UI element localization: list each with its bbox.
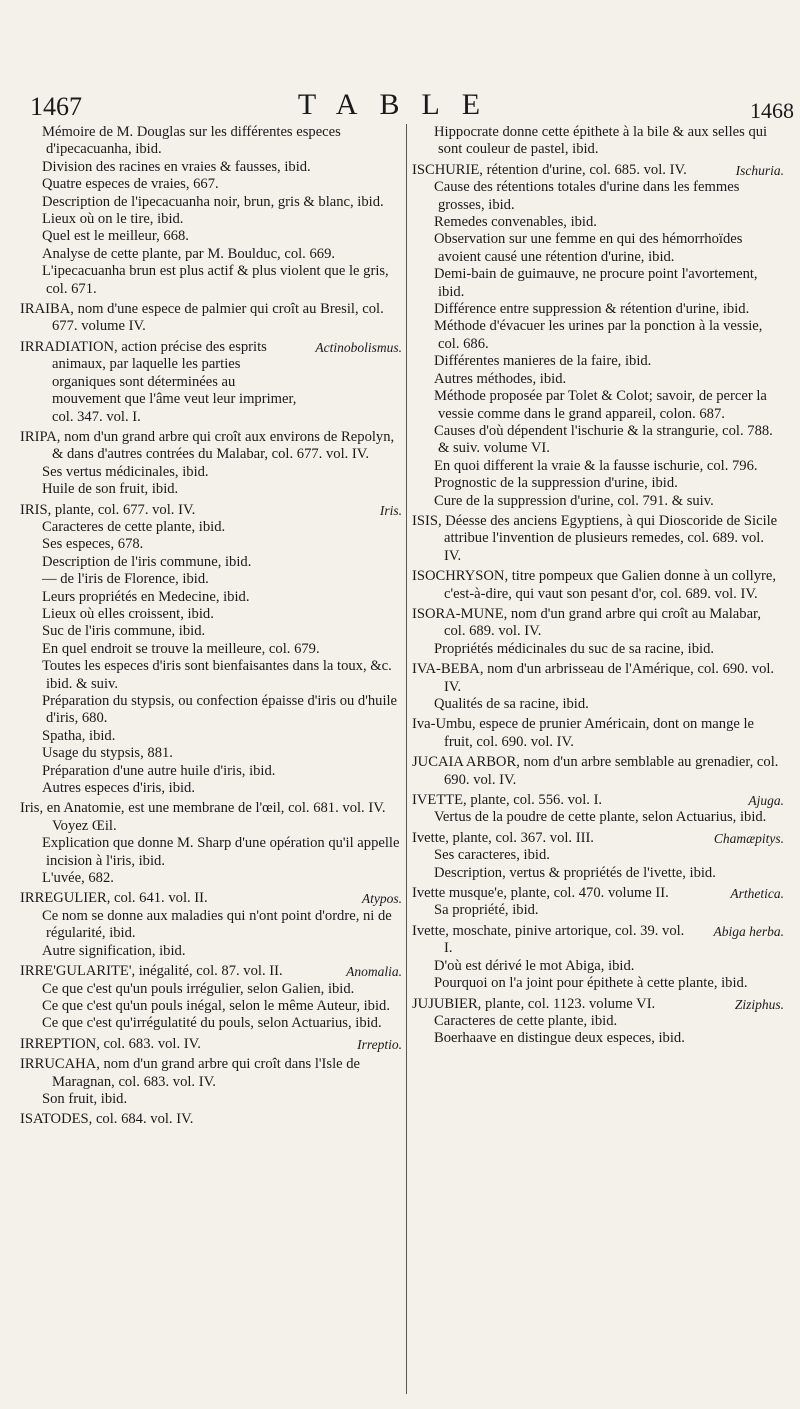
entry-subline: Autres especes d'iris, ibid.	[42, 780, 195, 797]
entry-subline: Cure de la suppression d'urine, col. 791. & suiv.	[434, 492, 714, 509]
entry-headword: IVETTE, plante, col. 556. vol. I.	[412, 792, 603, 809]
index-entry	[412, 568, 784, 603]
index-entry	[20, 963, 402, 1033]
index-entry	[412, 162, 784, 510]
margin-latin-name: Ajuga.	[748, 793, 784, 809]
entry-subline: Usage du stypsis, 881.	[42, 745, 173, 762]
index-entry	[20, 429, 402, 499]
entry-headword: ISCHURIE, rétention d'urine, col. 685. vol. IV.	[412, 161, 687, 178]
page-title: TABLE	[297, 88, 503, 121]
margin-latin-name: Irreptio.	[357, 1036, 402, 1052]
entry-headword: JUJUBIER, plante, col. 1123. volume VI.	[412, 995, 656, 1012]
entry-subline: Ses caracteres, ibid.	[434, 847, 550, 864]
entry-headword: IRIS, plante, col. 677. vol. IV.	[20, 501, 196, 518]
entry-headword: IVA-BEBA, nom d'un arbrisseau de l'Amérique, col. 690. vol. IV.	[412, 661, 775, 695]
entry-subline: L'ipecacuanha brun est plus actif & plus violent que le gris, col. 671.	[42, 263, 389, 297]
entry-subline: Spatha, ibid.	[42, 727, 116, 744]
entry-subline: Leurs propriétés en Medecine, ibid.	[42, 588, 250, 605]
entry-subline: Quatre especes de vraies, 667.	[42, 176, 219, 193]
entry-subline: Méthode proposée par Tolet & Colot; savoir, de percer la vessie comme dans le grand appareil, colon. 687.	[434, 388, 767, 422]
entry-subline: Lieux où elles croissent, ibid.	[42, 605, 214, 622]
margin-latin-name: Ischuria.	[735, 162, 784, 178]
entry-subline: Description de l'iris commune, ibid.	[42, 553, 252, 570]
entry-headword: IRAIBA, nom d'une espece de palmier qui croît au Bresil, col. 677. volume IV.	[20, 301, 384, 335]
entry-subline: Observation sur une femme en qui des hémorrhoïdes avoient causé une rétention d'urine, ibid.	[434, 231, 743, 265]
entry-headword: Iva-Umbu, espece de prunier Américain, dont on mange le fruit, col. 690. vol. IV.	[412, 716, 755, 750]
entry-subline: Cause des rétentions totales d'urine dans les femmes grosses, ibid.	[434, 179, 740, 213]
entry-subline: Demi-bain de guimauve, ne procure point l'avortement, ibid.	[434, 266, 758, 300]
entry-subline: Préparation du stypsis, ou confection épaisse d'iris ou d'huile d'iris, 680.	[42, 693, 398, 727]
entry-subline: Ce que c'est qu'irrégulatité du pouls, selon Actuarius, ibid.	[42, 1015, 382, 1032]
entry-headword: IRIPA, nom d'un grand arbre qui croît aux environs de Repolyn, & dans d'autres contrées du Malabar, col. 677. vol. IV.	[20, 428, 395, 463]
entry-subline: Préparation d'une autre huile d'iris, ibid.	[42, 762, 276, 779]
entry-headword: ISIS, Déesse des anciens Egyptiens, à qui Dioscoride de Sicile attribue l'invention de plusieurs remedes, col. 689. vol. IV.	[412, 512, 778, 564]
entry-headword: ISORA-MUNE, nom d'un grand arbre qui croît au Malabar, col. 689. vol. IV.	[412, 605, 761, 640]
entry-subline: Vertus de la poudre de cette plante, selon Actuarius, ibid.	[434, 809, 767, 826]
index-entry	[20, 1056, 402, 1108]
entry-subline: Caracteres de cette plante, ibid.	[434, 1012, 618, 1029]
entry-subline: Description, vertus & propriétés de l'ivette, ibid.	[434, 864, 716, 881]
entry-subline: Description de l'ipecacuanha noir, brun, gris & blanc, ibid.	[42, 193, 384, 210]
entry-subline: Ses vertus médicinales, ibid.	[42, 463, 209, 480]
margin-latin-name: Chamæpitys.	[713, 830, 784, 846]
margin-latin-name: Arthetica.	[730, 886, 784, 902]
entry-subline: Division des racines en vraies & fausses, ibid.	[42, 158, 311, 175]
index-entry	[412, 716, 784, 751]
entry-subline: Suc de l'iris commune, ibid.	[42, 623, 206, 640]
index-entry	[20, 301, 402, 336]
entry-subline: Sa propriété, ibid.	[434, 902, 539, 919]
margin-latin-name: Anomalia.	[346, 964, 402, 980]
entry-subline: Analyse de cette plante, par M. Boulduc, col. 669.	[42, 245, 336, 262]
entry-subline: Ce nom se donne aux maladies qui n'ont point d'ordre, ni de régularité, ibid.	[42, 907, 392, 942]
entry-headword: ISOCHRYSON, titre pompeux que Galien donne à un collyre, c'est-à-dire, qui vaut son pesant d'or, col. 689. vol. IV.	[412, 568, 776, 602]
entry-headword: Ivette, moschate, pinive artorique, col. 39. vol. I.	[412, 922, 685, 957]
entry-headword: IRREPTION, col. 683. vol. IV.	[20, 1035, 201, 1052]
entry-headword: JUCAIA ARBOR, nom d'un arbre semblable au grenadier, col. 690. vol. IV.	[412, 754, 779, 788]
index-entry	[412, 996, 784, 1048]
page-number-left: 1467	[30, 92, 82, 121]
entry-headword: Ivette, plante, col. 367. vol. III.	[412, 829, 594, 846]
margin-latin-name: Iris.	[379, 502, 402, 518]
entry-subline: Différence entre suppression & rétention d'urine, ibid.	[434, 301, 750, 318]
right-column	[412, 124, 784, 1051]
margin-latin-name: Ziziphus.	[734, 996, 784, 1012]
index-entry	[20, 124, 402, 298]
index-entry	[20, 502, 402, 798]
index-entry	[20, 890, 402, 960]
entry-subline: Ce que c'est qu'un pouls inégal, selon le même Auteur, ibid.	[42, 997, 390, 1014]
index-entry	[412, 606, 784, 658]
margin-latin-name: Atypos.	[361, 891, 402, 907]
index-entry	[412, 792, 784, 827]
entry-subline: Hippocrate donne cette épithete à la bile & aux selles qui sont couleur de pastel, ibid.	[434, 124, 768, 158]
entry-subline: En quel endroit se trouve la meilleure, col. 679.	[42, 640, 320, 657]
index-entry	[20, 1036, 402, 1053]
index-entry	[20, 339, 402, 426]
page-number-right: 1468	[750, 98, 794, 123]
entry-subline: Causes d'où dépendent l'ischurie & la strangurie, col. 788. & suiv. volume VI.	[434, 422, 773, 457]
entry-subline: Prognostic de la suppression d'urine, ibid.	[434, 475, 678, 492]
index-entry	[20, 800, 402, 887]
entry-subline: Qualités de sa racine, ibid.	[434, 696, 589, 712]
entry-headword: IRRADIATION, action précise des esprits animaux, par laquelle les parties organiques sont déterminées au mouvement que l'âme veut leur imprimer, col. 347. vol. I.	[20, 338, 297, 425]
entry-subline: Lieux où on le tire, ibid.	[42, 211, 184, 228]
entry-subline: Propriétés médicinales du suc de sa racine, ibid.	[434, 640, 715, 657]
index-entry	[412, 124, 784, 159]
entry-headword: IRRUCAHA, nom d'un grand arbre qui croît dans l'Isle de Maragnan, col. 683. vol. IV.	[20, 1056, 361, 1090]
index-entry	[412, 661, 784, 713]
left-column	[20, 124, 402, 1132]
index-entry	[412, 830, 784, 882]
entry-subline: Remedes convenables, ibid.	[434, 214, 597, 231]
entry-subline: Autres méthodes, ibid.	[434, 370, 567, 387]
entry-subline: Ce que c'est qu'un pouls irrégulier, selon Galien, ibid.	[42, 980, 355, 997]
index-entry	[20, 1111, 402, 1128]
entry-subline: Son fruit, ibid.	[42, 1090, 128, 1107]
index-entry	[412, 754, 784, 789]
column-divider	[406, 124, 407, 1394]
entry-subline: — de l'iris de Florence, ibid.	[42, 571, 209, 588]
entry-subline: Ses especes, 678.	[42, 536, 144, 553]
entry-subline: L'uvée, 682.	[42, 870, 114, 887]
entry-subline: Huile de son fruit, ibid.	[42, 481, 179, 498]
index-entry	[412, 923, 784, 993]
entry-subline: Caracteres de cette plante, ibid.	[42, 518, 226, 535]
entry-headword: IRRE'GULARITE', inégalité, col. 87. vol. II.	[20, 963, 283, 980]
entry-subline: Autre signification, ibid.	[42, 942, 186, 959]
entry-headword: Iris, en Anatomie, est une membrane de l'œil, col. 681. vol. IV. Voyez Œil.	[20, 800, 386, 834]
index-entry	[412, 885, 784, 920]
entry-subline: Quel est le meilleur, 668.	[42, 228, 189, 245]
index-entry	[412, 513, 784, 565]
entry-subline: Différentes manieres de la faire, ibid.	[434, 353, 652, 370]
entry-subline: Boerhaave en distingue deux especes, ibid.	[434, 1030, 685, 1047]
entry-headword: ISATODES, col. 684. vol. IV.	[20, 1111, 194, 1128]
entry-headword: Ivette musque'e, plante, col. 470. volume II.	[412, 885, 669, 902]
entry-subline: Toutes les especes d'iris sont bienfaisantes dans la toux, &c. ibid. & suiv.	[42, 658, 392, 692]
entry-headword: IRREGULIER, col. 641. vol. II.	[20, 890, 208, 907]
entry-subline: Pourquoi on l'a joint pour épithete à cette plante, ibid.	[434, 975, 748, 992]
entry-subline: Méthode d'évacuer les urines par la ponction à la vessie, col. 686.	[434, 318, 763, 352]
entry-subline: D'où est dérivé le mot Abiga, ibid.	[434, 957, 635, 974]
entry-subline: En quoi different la vraie & la fausse ischurie, col. 796.	[434, 457, 758, 474]
entry-subline: Explication que donne M. Sharp d'une opération qu'il appelle incision à l'iris, ibid.	[42, 835, 400, 869]
margin-latin-name: Actinobolismus.	[315, 339, 402, 355]
margin-latin-name: Abiga herba.	[713, 923, 784, 939]
entry-subline: Mémoire de M. Douglas sur les différentes especes d'ipecacuanha, ibid.	[42, 124, 341, 158]
